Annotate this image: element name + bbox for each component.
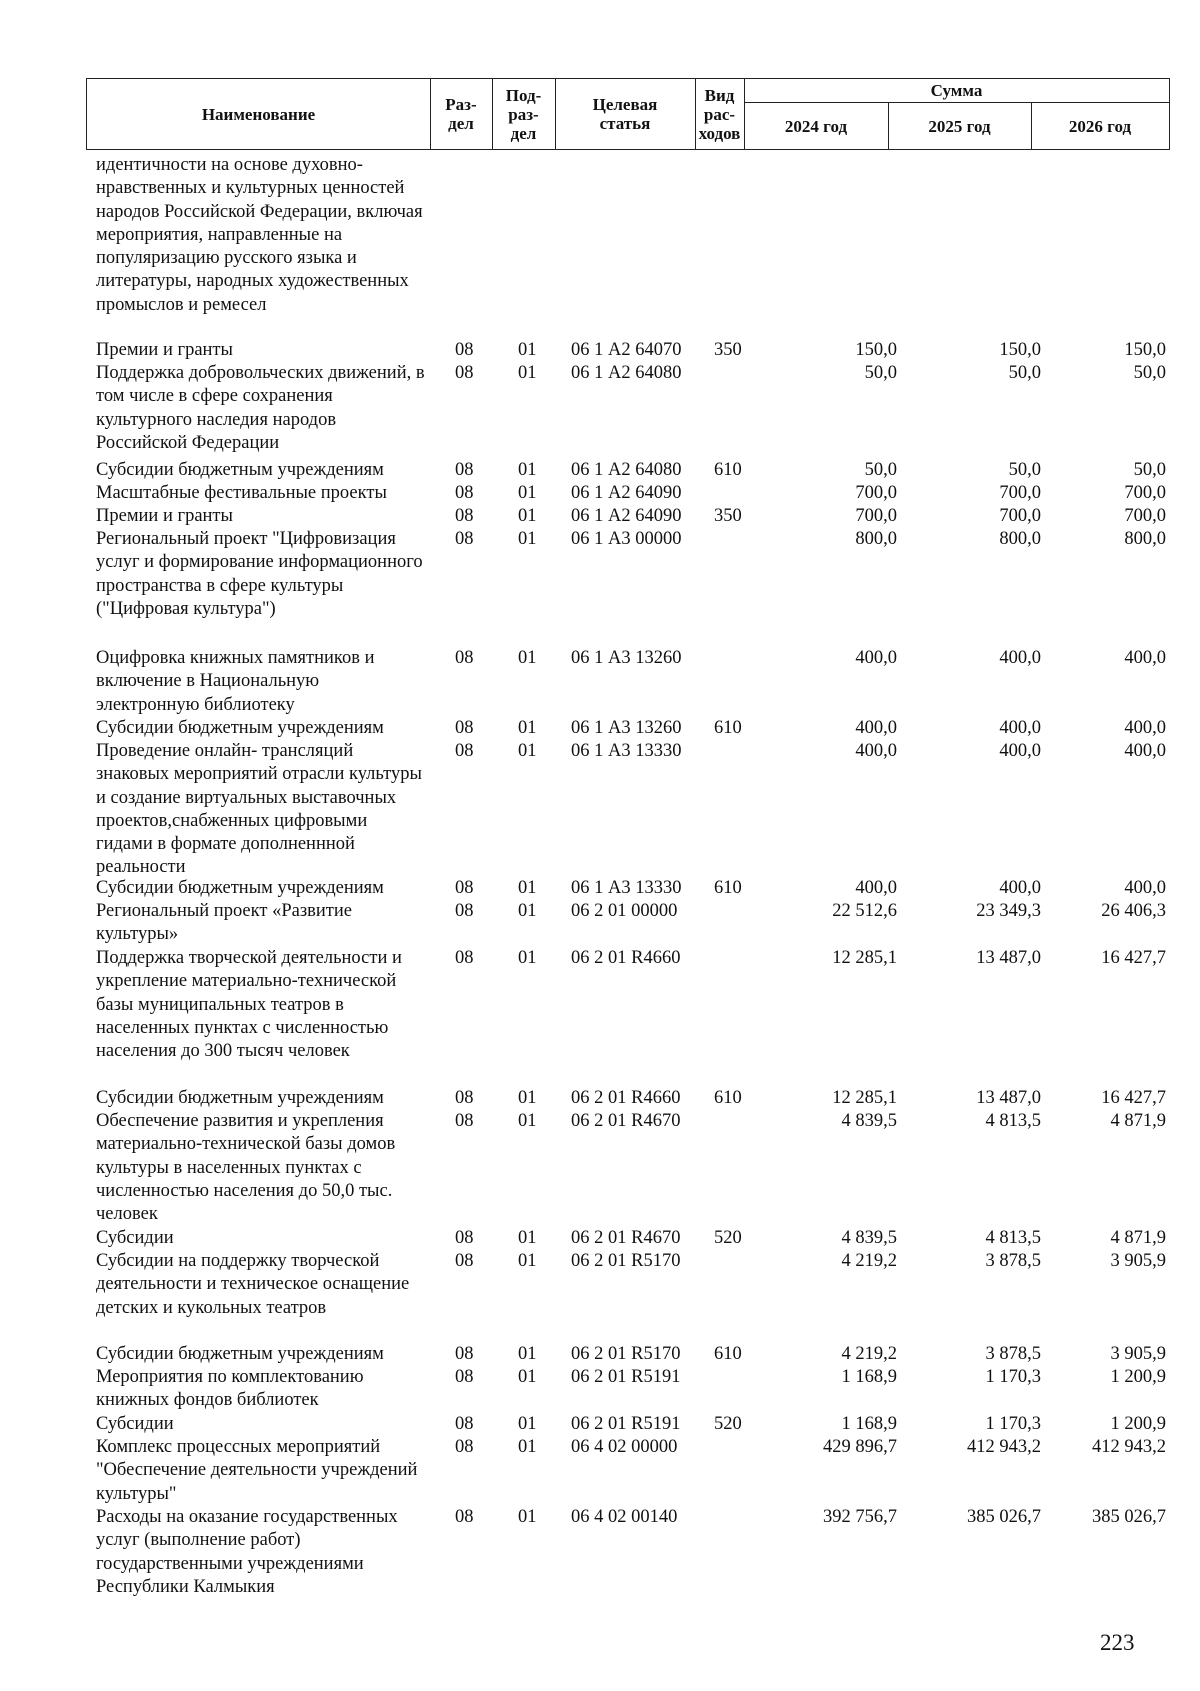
row-sum-2026: 16 427,7 — [1101, 1088, 1166, 1108]
row-expense-type: 610 — [714, 1344, 742, 1364]
row-name: Субсидии на поддержку творческой деятельности и техническое оснащение детских и кукольных театров — [96, 1251, 410, 1318]
row-sum-2025: 13 487,0 — [976, 948, 1041, 968]
row-razdel: 08 — [455, 718, 474, 738]
row-target-article: 06 2 01 R5191 — [571, 1414, 681, 1434]
header-2025: 2025 год — [928, 116, 991, 136]
row-sum-2025: 1 170,3 — [985, 1367, 1041, 1387]
row-podrazdel: 01 — [518, 460, 537, 480]
row-razdel: 08 — [455, 529, 474, 549]
row-razdel: 08 — [455, 483, 474, 503]
row-sum-2024: 12 285,1 — [832, 948, 897, 968]
row-podrazdel: 01 — [518, 1414, 537, 1434]
row-name: Проведение онлайн- трансляций знаковых мероприятий отрасли культуры и создание виртуальных выставочных проектов,снабженных цифровыми гидами в формате дополненнной реальности — [96, 741, 422, 878]
row-name: Субсидии бюджетным учреждениям — [96, 1344, 384, 1364]
row-sum-2025: 4 813,5 — [985, 1111, 1041, 1131]
row-sum-2025: 3 878,5 — [985, 1251, 1041, 1271]
header-target-article: Целевая статья — [592, 95, 658, 133]
row-target-article: 06 1 А2 64090 — [571, 506, 682, 526]
row-podrazdel: 01 — [518, 1367, 537, 1387]
row-name: Поддержка творческой деятельности и укрепление материально-технической базы муниципальных театров в населенных пунктах с численностью населения до 300 тысяч человек — [96, 948, 402, 1062]
row-sum-2025: 700,0 — [999, 506, 1041, 526]
page-number: 223 — [1100, 1630, 1135, 1655]
row-podrazdel: 01 — [518, 718, 537, 738]
row-sum-2024: 400,0 — [855, 741, 897, 761]
row-razdel: 08 — [455, 878, 474, 898]
row-expense-type: 610 — [714, 1088, 742, 1108]
header-razdel: Раз- дел — [445, 95, 477, 133]
row-razdel: 08 — [455, 1414, 474, 1434]
row-podrazdel: 01 — [518, 1228, 537, 1248]
row-sum-2024: 150,0 — [855, 340, 897, 360]
row-expense-type: 610 — [714, 460, 742, 480]
row-razdel: 08 — [455, 1507, 474, 1527]
row-sum-2024: 1 168,9 — [841, 1367, 897, 1387]
row-sum-2026: 385 026,7 — [1092, 1507, 1166, 1527]
header-name: Наименование — [201, 104, 316, 124]
row-name: Субсидии бюджетным учреждениям — [96, 1088, 384, 1108]
row-sum-2024: 700,0 — [855, 483, 897, 503]
row-sum-2024: 392 756,7 — [823, 1507, 897, 1527]
header-summa: Сумма — [930, 81, 983, 100]
row-razdel: 08 — [455, 460, 474, 480]
row-target-article: 06 2 01 R4670 — [571, 1111, 681, 1131]
row-name: Премии и гранты — [96, 506, 233, 526]
row-sum-2025: 412 943,2 — [967, 1437, 1041, 1457]
row-target-article: 06 2 01 R5170 — [571, 1251, 681, 1271]
row-target-article: 06 2 01 R5191 — [571, 1367, 681, 1387]
row-name: Мероприятия по комплектованию книжных фондов библиотек — [96, 1367, 364, 1411]
row-sum-2024: 4 839,5 — [841, 1111, 897, 1131]
row-sum-2026: 700,0 — [1124, 506, 1166, 526]
row-podrazdel: 01 — [518, 1507, 537, 1527]
row-sum-2025: 800,0 — [999, 529, 1041, 549]
row-sum-2025: 4 813,5 — [985, 1228, 1041, 1248]
row-razdel: 08 — [455, 506, 474, 526]
row-target-article: 06 2 01 R5170 — [571, 1344, 681, 1364]
row-razdel: 08 — [455, 1367, 474, 1387]
row-sum-2026: 50,0 — [1133, 460, 1166, 480]
row-podrazdel: 01 — [518, 1088, 537, 1108]
row-sum-2024: 429 896,7 — [823, 1437, 897, 1457]
row-podrazdel: 01 — [518, 1344, 537, 1364]
row-podrazdel: 01 — [518, 340, 537, 360]
row-sum-2025: 400,0 — [999, 878, 1041, 898]
row-sum-2024: 400,0 — [855, 718, 897, 738]
row-name: Комплекс процессных мероприятий "Обеспечение деятельности учреждений культуры" — [96, 1437, 418, 1504]
row-razdel: 08 — [455, 1111, 474, 1131]
row-sum-2025: 1 170,3 — [985, 1414, 1041, 1434]
row-target-article: 06 1 А3 00000 — [571, 529, 682, 549]
row-sum-2025: 50,0 — [1008, 460, 1041, 480]
row-expense-type: 520 — [714, 1414, 742, 1434]
row-target-article: 06 2 01 00000 — [571, 901, 678, 921]
row-razdel: 08 — [455, 1228, 474, 1248]
row-expense-type: 520 — [714, 1228, 742, 1248]
row-name: Субсидии — [96, 1414, 174, 1434]
header-expense-type: Вид рас- ходов — [698, 85, 741, 143]
row-podrazdel: 01 — [518, 1251, 537, 1271]
row-sum-2025: 50,0 — [1008, 363, 1041, 383]
row-target-article: 06 1 А2 64070 — [571, 340, 682, 360]
row-target-article: 06 1 А2 64080 — [571, 460, 682, 480]
row-expense-type: 610 — [714, 718, 742, 738]
row-razdel: 08 — [455, 1088, 474, 1108]
row-sum-2024: 700,0 — [855, 506, 897, 526]
row-podrazdel: 01 — [518, 878, 537, 898]
row-sum-2026: 800,0 — [1124, 529, 1166, 549]
row-name: идентичности на основе духовно-нравственных и культурных ценностей народов Российской Федерации, включая мероприятия, направленные на популяризацию русского языка и литературы, народных художественных промыслов и ремесел — [96, 155, 423, 315]
row-sum-2026: 4 871,9 — [1110, 1111, 1166, 1131]
row-sum-2026: 400,0 — [1124, 741, 1166, 761]
row-expense-type: 350 — [714, 340, 742, 360]
row-podrazdel: 01 — [518, 483, 537, 503]
row-podrazdel: 01 — [518, 741, 537, 761]
row-sum-2024: 4 219,2 — [841, 1251, 897, 1271]
row-target-article: 06 2 01 R4660 — [571, 948, 681, 968]
row-sum-2026: 3 905,9 — [1110, 1251, 1166, 1271]
row-razdel: 08 — [455, 1437, 474, 1457]
row-sum-2025: 385 026,7 — [967, 1507, 1041, 1527]
row-target-article: 06 1 А3 13330 — [571, 878, 682, 898]
row-sum-2024: 1 168,9 — [841, 1414, 897, 1434]
row-razdel: 08 — [455, 1251, 474, 1271]
row-name: Оцифровка книжных памятников и включение в Национальную электронную библиотеку — [96, 648, 375, 715]
row-sum-2026: 400,0 — [1124, 878, 1166, 898]
header-podrazdel: Под- раз- дел — [505, 85, 542, 143]
row-podrazdel: 01 — [518, 1111, 537, 1131]
row-sum-2026: 3 905,9 — [1110, 1344, 1166, 1364]
row-sum-2025: 3 878,5 — [985, 1344, 1041, 1364]
row-razdel: 08 — [455, 741, 474, 761]
row-sum-2024: 4 219,2 — [841, 1344, 897, 1364]
row-sum-2025: 150,0 — [999, 340, 1041, 360]
row-razdel: 08 — [455, 948, 474, 968]
row-razdel: 08 — [455, 648, 474, 668]
row-sum-2026: 1 200,9 — [1110, 1367, 1166, 1387]
row-podrazdel: 01 — [518, 648, 537, 668]
row-name: Региональный проект «Развитие культуры» — [96, 901, 352, 945]
row-sum-2024: 50,0 — [864, 460, 897, 480]
row-sum-2026: 400,0 — [1124, 718, 1166, 738]
row-name: Премии и гранты — [96, 340, 233, 360]
row-podrazdel: 01 — [518, 1437, 537, 1457]
table-header — [86, 78, 1170, 150]
row-sum-2026: 4 871,9 — [1110, 1228, 1166, 1248]
row-name: Расходы на оказание государственных услуг (выполнение работ) государственными учреждениями Республики Калмыкия — [96, 1507, 398, 1597]
row-sum-2024: 50,0 — [864, 363, 897, 383]
row-sum-2024: 12 285,1 — [832, 1088, 897, 1108]
row-name: Масштабные фестивальные проекты — [96, 483, 387, 503]
row-target-article: 06 1 А2 64080 — [571, 363, 682, 383]
row-sum-2026: 1 200,9 — [1110, 1414, 1166, 1434]
row-sum-2025: 23 349,3 — [976, 901, 1041, 921]
row-target-article: 06 1 А3 13260 — [571, 718, 682, 738]
row-podrazdel: 01 — [518, 363, 537, 383]
row-name: Субсидии — [96, 1228, 174, 1248]
row-razdel: 08 — [455, 363, 474, 383]
row-sum-2026: 412 943,2 — [1092, 1437, 1166, 1457]
header-2024: 2024 год — [784, 116, 848, 136]
row-sum-2024: 400,0 — [855, 878, 897, 898]
row-sum-2026: 50,0 — [1133, 363, 1166, 383]
row-sum-2026: 150,0 — [1124, 340, 1166, 360]
row-sum-2026: 16 427,7 — [1101, 948, 1166, 968]
header-2026: 2026 год — [1068, 116, 1132, 136]
row-razdel: 08 — [455, 901, 474, 921]
row-target-article: 06 2 01 R4670 — [571, 1228, 681, 1248]
row-sum-2025: 700,0 — [999, 483, 1041, 503]
row-name: Поддержка добровольческих движений, в том числе в сфере сохранения культурного наследия народов Российской Федерации — [96, 363, 425, 453]
row-name: Субсидии бюджетным учреждениям — [96, 460, 384, 480]
row-sum-2025: 400,0 — [999, 741, 1041, 761]
row-expense-type: 350 — [714, 506, 742, 526]
row-sum-2026: 26 406,3 — [1101, 901, 1166, 921]
row-sum-2024: 4 839,5 — [841, 1228, 897, 1248]
row-podrazdel: 01 — [518, 948, 537, 968]
row-target-article: 06 1 А2 64090 — [571, 483, 682, 503]
row-podrazdel: 01 — [518, 506, 537, 526]
row-sum-2026: 400,0 — [1124, 648, 1166, 668]
row-sum-2024: 800,0 — [855, 529, 897, 549]
row-razdel: 08 — [455, 340, 474, 360]
row-sum-2024: 400,0 — [855, 648, 897, 668]
row-name: Обеспечение развития и укрепления материально-технической базы домов культуры в населенных пунктах с численностью населения до 50,0 тыс. человек — [96, 1111, 396, 1225]
row-podrazdel: 01 — [518, 901, 537, 921]
row-podrazdel: 01 — [518, 529, 537, 549]
row-sum-2024: 22 512,6 — [832, 901, 897, 921]
row-sum-2025: 13 487,0 — [976, 1088, 1041, 1108]
row-name: Субсидии бюджетным учреждениям — [96, 718, 384, 738]
row-name: Региональный проект "Цифровизация услуг и формирование информационного пространства в сфере культуры ("Цифровая культура") — [96, 529, 423, 619]
row-sum-2025: 400,0 — [999, 648, 1041, 668]
row-target-article: 06 1 А3 13330 — [571, 741, 682, 761]
row-sum-2026: 700,0 — [1124, 483, 1166, 503]
row-target-article: 06 2 01 R4660 — [571, 1088, 681, 1108]
row-razdel: 08 — [455, 1344, 474, 1364]
row-target-article: 06 4 02 00000 — [571, 1437, 678, 1457]
row-sum-2025: 400,0 — [999, 718, 1041, 738]
row-target-article: 06 4 02 00140 — [571, 1507, 678, 1527]
row-target-article: 06 1 А3 13260 — [571, 648, 682, 668]
row-expense-type: 610 — [714, 878, 742, 898]
row-name: Субсидии бюджетным учреждениям — [96, 878, 384, 898]
